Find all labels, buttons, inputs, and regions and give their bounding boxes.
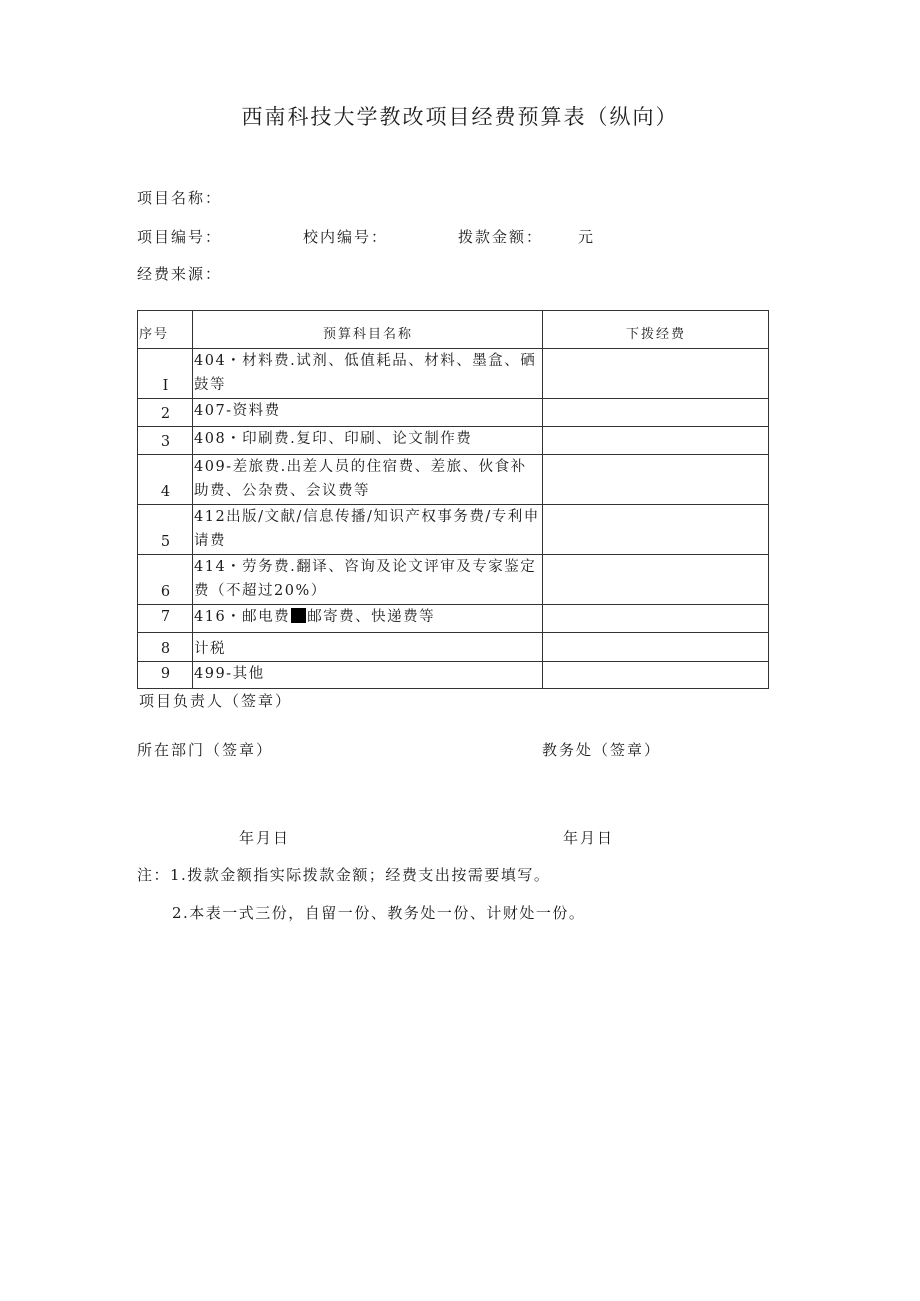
header-budget-item: 预算科目名称 — [193, 311, 543, 349]
table-row — [138, 349, 769, 399]
row-seq: I — [138, 349, 193, 399]
table-row — [138, 505, 769, 555]
row-amount-cell[interactable] — [543, 555, 769, 605]
project-leader-signature-label: 项目负责人（签章） — [139, 692, 293, 710]
table-header-row — [138, 311, 769, 349]
project-number-label: 项目编号： — [137, 228, 223, 246]
row-budget-item: 409-差旅费.出差人员的住宿费、差旅、伙食补助费、公杂费、会议费等 — [193, 455, 543, 505]
table-row — [138, 605, 769, 633]
row-amount-cell[interactable] — [543, 455, 769, 505]
school-number-label: 校内编号： — [303, 228, 389, 246]
row-seq: 7 — [138, 605, 193, 633]
project-name-label: 项目名称： — [137, 189, 223, 207]
row-seq: 9 — [138, 662, 193, 689]
funding-source-label: 经费来源： — [137, 265, 223, 283]
row-budget-item: 414・劳务费.翻译、咨询及论文评审及专家鉴定费（不超过20%） — [193, 555, 543, 605]
row-budget-item: 404・材料费.试剂、低值耗品、材料、墨盒、硒鼓等 — [193, 349, 543, 399]
row-seq: 3 — [138, 427, 193, 455]
row-amount-cell[interactable] — [543, 427, 769, 455]
row-budget-item: 407-资料费 — [193, 399, 543, 427]
row-amount-cell[interactable] — [543, 633, 769, 662]
page-title: 西南科技大学教改项目经费预算表（纵向） — [241, 105, 679, 129]
table-row — [138, 399, 769, 427]
row-seq: 5 — [138, 505, 193, 555]
note-1: 注：1.拨款金额指实际拨款金额；经费支出按需要填写。 — [137, 866, 551, 884]
row-seq: 8 — [138, 633, 193, 662]
date-left: 年月日 — [239, 829, 291, 847]
row-budget-item-part2: 邮寄费、快递费等 — [307, 609, 436, 625]
row-seq: 2 — [138, 399, 193, 427]
date-right: 年月日 — [563, 829, 615, 847]
row-budget-item-part1: 416・邮电费 — [194, 609, 291, 625]
row-amount-cell[interactable] — [543, 349, 769, 399]
row-amount-cell[interactable] — [543, 605, 769, 633]
row-budget-item: 499-其他 — [193, 662, 543, 689]
note-2: 2.本表一式三份，自留一份、教务处一份、计财处一份。 — [172, 904, 586, 922]
row-budget-item: 408・印刷费.复印、印刷、论文制作费 — [193, 427, 543, 455]
table-row — [138, 662, 769, 689]
row-amount-cell[interactable] — [543, 662, 769, 689]
academic-office-signature-label: 教务处（签章） — [542, 741, 662, 759]
row-budget-item: 计税 — [193, 633, 543, 662]
table-row — [138, 455, 769, 505]
header-seq: 序号 — [138, 311, 193, 349]
row-amount-cell[interactable] — [543, 399, 769, 427]
budget-table — [137, 310, 769, 689]
table-row — [138, 427, 769, 455]
row-budget-item: 412出版/文献/信息传播/知识产权事务费/专利申请费 — [193, 505, 543, 555]
table-row — [138, 633, 769, 662]
row-budget-item — [193, 605, 543, 633]
row-seq: 6 — [138, 555, 193, 605]
row-seq: 4 — [138, 455, 193, 505]
header-allocated-funds: 下拨经费 — [543, 311, 769, 349]
department-signature-label: 所在部门（签章） — [137, 741, 274, 759]
allocation-unit: 元 — [578, 228, 596, 246]
table-row — [138, 555, 769, 605]
row-amount-cell[interactable] — [543, 505, 769, 555]
allocation-amount-label: 拨款金额： — [458, 228, 544, 246]
black-square-icon — [291, 608, 306, 623]
